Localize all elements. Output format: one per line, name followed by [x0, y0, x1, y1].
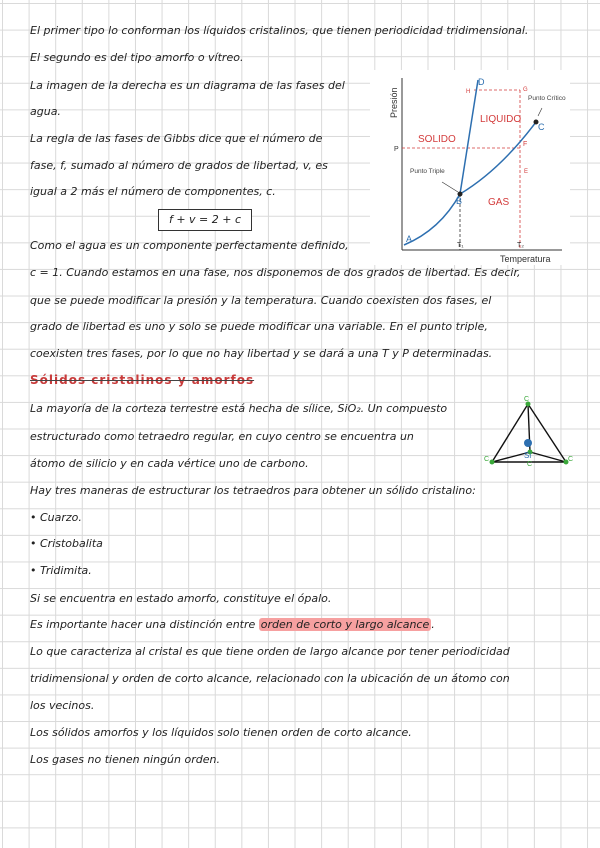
sio2-tetrahedron [484, 392, 574, 472]
text-line: La regla de las fases de Gibbs dice que el número de [30, 132, 323, 145]
bullet-item: • Cuarzo. [30, 511, 82, 524]
silicon-label: Si [524, 451, 532, 460]
text-line: tridimensional y orden de corto alcance, relacionado con la ubicación de un átomo con [30, 672, 510, 685]
text-line: los vecinos. [30, 699, 95, 712]
highlighted-phrase: orden de corto y largo alcance [260, 618, 430, 631]
liquid-region-label: LIQUIDO [480, 114, 522, 125]
text-line [30, 618, 435, 632]
x-axis-label: Temperatura [500, 254, 551, 264]
solid-region-label: SOLIDO [418, 134, 456, 145]
text-line: El segundo es del tipo amorfo o vítreo. [30, 51, 244, 64]
carbon-label: C [484, 456, 490, 463]
critical-point-label: Punto Crítico [528, 95, 566, 102]
text-line: c = 1. Cuando estamos en una fase, nos disponemos de dos grados de libertad. Es decir, [30, 266, 521, 279]
text-line: El primer tipo lo conforman los líquidos cristalinos, que tienen periodicidad tridimensional. [30, 24, 529, 37]
text-segment: . [431, 618, 435, 631]
text-line: Como el agua es un componente perfectamente definido, [30, 239, 349, 252]
text-line: estructurado como tetraedro regular, en cuyo centro se encuentra un [30, 430, 414, 443]
text-segment: Es importante hacer una distinción entre [30, 618, 259, 631]
text-line: Hay tres maneras de estructurar los tetraedros para obtener un sólido cristalino: [30, 484, 476, 497]
text-line: grado de libertad es uno y solo se puede modificar una variable. En el punto triple, [30, 320, 488, 333]
t1-label: T₁ [457, 242, 464, 249]
text-line: coexisten tres fases, por lo que no hay libertad y se dará a una T y P determinadas. [30, 347, 493, 360]
text-line: Lo que caracteriza al cristal es que tiene orden de largo alcance por tener periodicidad [30, 645, 510, 658]
text-line: que se puede modificar la presión y la temperatura. Cuando coexisten dos fases, el [30, 294, 492, 307]
point-d: D [478, 77, 485, 87]
point-e: E [524, 169, 529, 175]
point-a: A [406, 234, 413, 244]
text-line: Los gases no tienen ningún orden. [30, 753, 220, 766]
triple-point-label: Punto Triple [410, 168, 445, 175]
text-line: La mayoría de la corteza terrestre está hecha de sílice, SiO₂. Un compuesto [30, 402, 448, 415]
point-c: C [538, 122, 545, 132]
y-axis-label: Presión [389, 87, 399, 118]
carbon-label: C [524, 396, 530, 403]
carbon-label: C [568, 456, 574, 463]
text-line: átomo de silicio y en cada vértice uno de carbono. [30, 457, 309, 470]
text-line: Si se encuentra en estado amorfo, constituye el ópalo. [30, 592, 332, 605]
pressure-p-label: P [394, 146, 399, 153]
point-h: H [466, 89, 471, 95]
bullet-item: • Tridimita. [30, 564, 92, 577]
bullet-item: • Cristobalita [30, 537, 103, 550]
t2-label: T₂ [517, 242, 524, 249]
gibbs-formula: f + v = 2 + c [158, 209, 252, 231]
point-b: B [456, 196, 463, 206]
text-line: agua. [30, 105, 61, 118]
gas-region-label: GAS [488, 197, 510, 208]
carbon-label: C [527, 461, 533, 468]
text-line: Los sólidos amorfos y los líquidos solo tienen orden de corto alcance. [30, 726, 412, 739]
text-line: fase, f, sumado al número de grados de libertad, v, es [30, 159, 328, 172]
point-f: F [523, 141, 528, 148]
carbon-atom [490, 460, 495, 465]
phase-diagram [370, 70, 570, 265]
point-g: G [523, 87, 528, 93]
section-heading: Sólidos cristalinos y amorfos [30, 373, 255, 387]
silicon-atom [524, 439, 532, 447]
text-line: La imagen de la derecha es un diagrama de las fases del [30, 79, 345, 92]
text-line: igual a 2 más el número de componentes, c. [30, 185, 276, 198]
